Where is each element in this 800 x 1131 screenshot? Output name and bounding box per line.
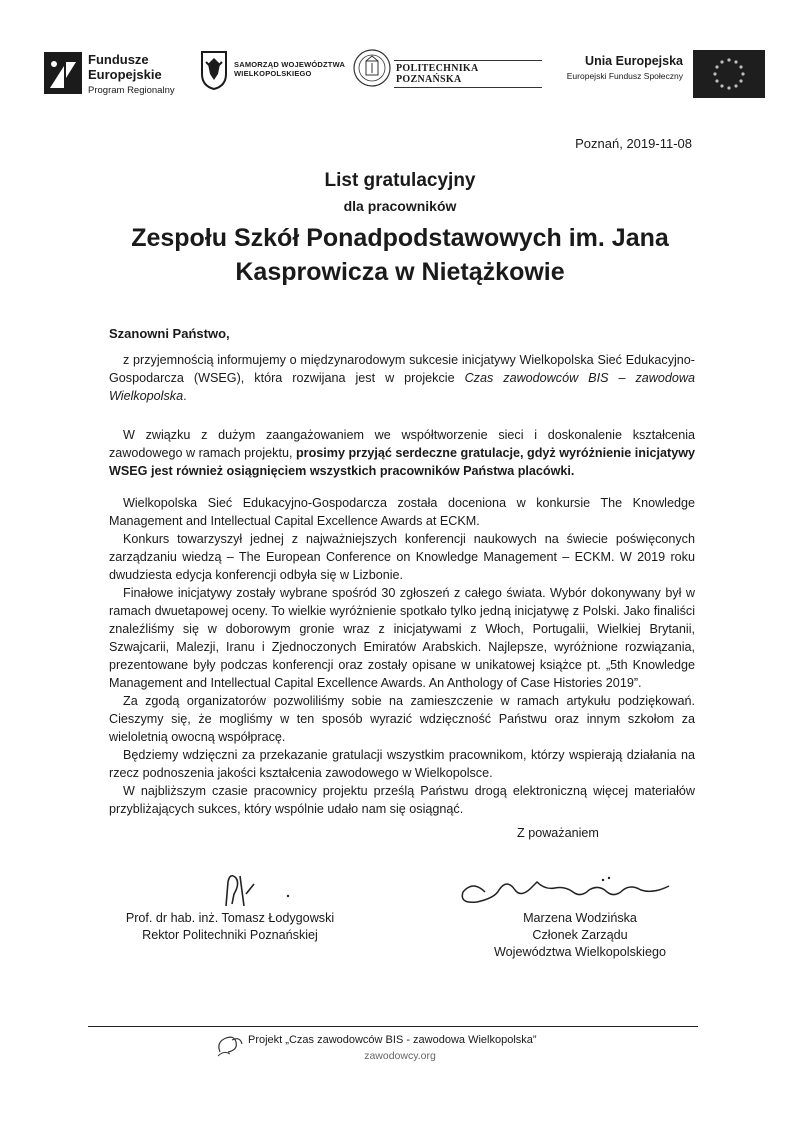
signer-right-role-1: Członek Zarządu <box>532 928 628 942</box>
fe-line1: Fundusze <box>88 52 149 67</box>
samorzad-logo <box>200 50 350 90</box>
signer-right-name: Marzena Wodzińska <box>523 911 637 925</box>
unia-europejska-logo <box>545 50 765 94</box>
fe-line2: Europejskie <box>88 67 162 82</box>
project-name-italic: Czas zawodowców BIS – zawodowa Wielkopolska <box>109 371 695 403</box>
salutation: Szanowni Państwo, <box>109 326 230 341</box>
paragraph-1 <box>109 351 695 405</box>
wielkopolska-shield-icon <box>200 50 228 90</box>
signer-left-name: Prof. dr hab. inż. Tomasz Łodygowski <box>125 911 335 925</box>
letter-date: Poznań, 2019-11-08 <box>575 136 692 151</box>
paragraph-7: Będziemy wdzięczni za przekazanie gratulacji wszystkim pracownikom, którzy wspierają działania na rzecz podnoszenia jakości kształcenia zawodowego w Wielkopolsce. <box>109 748 695 780</box>
fundusze-europejskie-logo-icon <box>44 52 82 94</box>
addressee-line-2: Kasprowicza w Nietążkowie <box>235 258 565 286</box>
signature-left-block <box>110 910 350 944</box>
p2-bold-text: prosimy przyjąć serdeczne gratulacje, gdyż wyróżnienie inicjatywy WSEG jest również osiągnięciem wszystkich pracowników Państwa placówki. <box>109 446 696 478</box>
eu-flag-icon <box>693 50 765 98</box>
paragraph-4: Konkurs towarzyszył jednej z najważniejszych konferencji naukowych na świecie poświęconych zarządzaniu wiedzą – The European Conference on Knowledge Management – ECKM. W 2019 roku dwudziesta edycja konferencji odbyła się w Lizbonie. <box>109 532 695 582</box>
p1-text: z przyjemnością informujemy o międzynarodowym sukcesie inicjatywy Wielkopolska Sieć Edukacyjno-Gospodarcza (WSEG), która rozwijana jest w projekcie <box>109 353 695 385</box>
paragraph-2 <box>109 426 695 480</box>
fundusze-europejskie-logo <box>44 48 204 98</box>
footer-divider <box>88 1026 698 1027</box>
eu-subtitle: Europejski Fundusz Społeczny <box>566 71 683 81</box>
addressee-line-1: Zespołu Szkół Ponadpodstawowych im. Jana <box>131 224 669 252</box>
signature-left-handwritten <box>110 870 350 910</box>
politechnika-seal-icon <box>352 48 392 88</box>
politechnika-logo <box>352 48 542 92</box>
sw-line2: WIELKOPOLSKIEGO <box>234 69 312 78</box>
fundusze-europejskie-text <box>88 52 175 98</box>
closing-regards: Z poważaniem <box>517 826 599 840</box>
paragraph-6: Za zgodą organizatorów pozwoliliśmy sobie na zamieszczenie w ramach artykułu podziękowań. Cieszymy się, że mogliśmy w ten sposób wyrazić wdzięczność Państwu oraz innym szkołom za wieloletnią owocną współpracę. <box>109 694 695 744</box>
signer-right-role-2: Województwa Wielkopolskiego <box>494 945 666 959</box>
fe-subtitle: Program Regionalny <box>88 85 175 96</box>
signer-left-role: Rektor Politechniki Poznańskiej <box>142 928 318 942</box>
signature-right-block <box>460 910 700 961</box>
paragraph-5: Finałowe inicjatywy zostały wybrane spośród 30 zgłoszeń z całego świata. Wybór dokonywany był w ramach dwuetapowej oceny. To wielkie wyróżnienie spotkało tylko jedną inicjatywę z Polski. Jako finaliści znaleźliśmy się w doborowym gronie wraz z inicjatywami z Włoch, Portugalii, Wielkiej Brytanii, Szwajcarii, Malezji, Iranu i Zjednoczonych Emiratów Arabskich. Najlepsze, wyróżnione rozwiązania, prezentowane były podczas konferencji oraz zostały opisane w unikatowej książce pt. „5th Knowledge Management and Intellectual Capital Excellence Awards. An Anthology of Case Histories 2019”. <box>109 586 695 690</box>
p2-text: W związku z dużym zaangażowaniem we współtworzenie sieci i doskonalenie kształcenia zawodowego w ramach projektu, <box>109 428 695 460</box>
letter-title: List gratulacyjny <box>324 170 476 191</box>
politechnika-name: POLITECHNIKA POZNAŃSKA <box>394 60 542 88</box>
paragraph-8: W najbliższym czasie pracownicy projektu prześlą Państwu drogą elektroniczną więcej materiałów przybliżających sukces, który wspólnie udało nam się osiągnąć. <box>109 784 695 816</box>
eu-title: Unia Europejska <box>585 54 683 68</box>
samorzad-text <box>234 60 345 78</box>
footer-project: Projekt „Czas zawodowców BIS - zawodowa Wielkopolska” <box>248 1034 537 1046</box>
paragraphs-main <box>109 494 695 818</box>
sw-line1: SAMORZĄD WOJEWÓDZTWA <box>234 60 346 69</box>
paragraph-3: Wielkopolska Sieć Edukacyjno-Gospodarcza została doceniona w konkursie The Knowledge Management and Intellectual Capital Excellence Awards at ECKM. <box>109 496 695 528</box>
p1-end: . <box>183 389 187 403</box>
signature-right-handwritten <box>455 868 695 912</box>
eu-text <box>543 54 683 84</box>
letter-subtitle: dla pracowników <box>343 198 457 214</box>
footer-url: zawodowcy.org <box>364 1050 436 1062</box>
